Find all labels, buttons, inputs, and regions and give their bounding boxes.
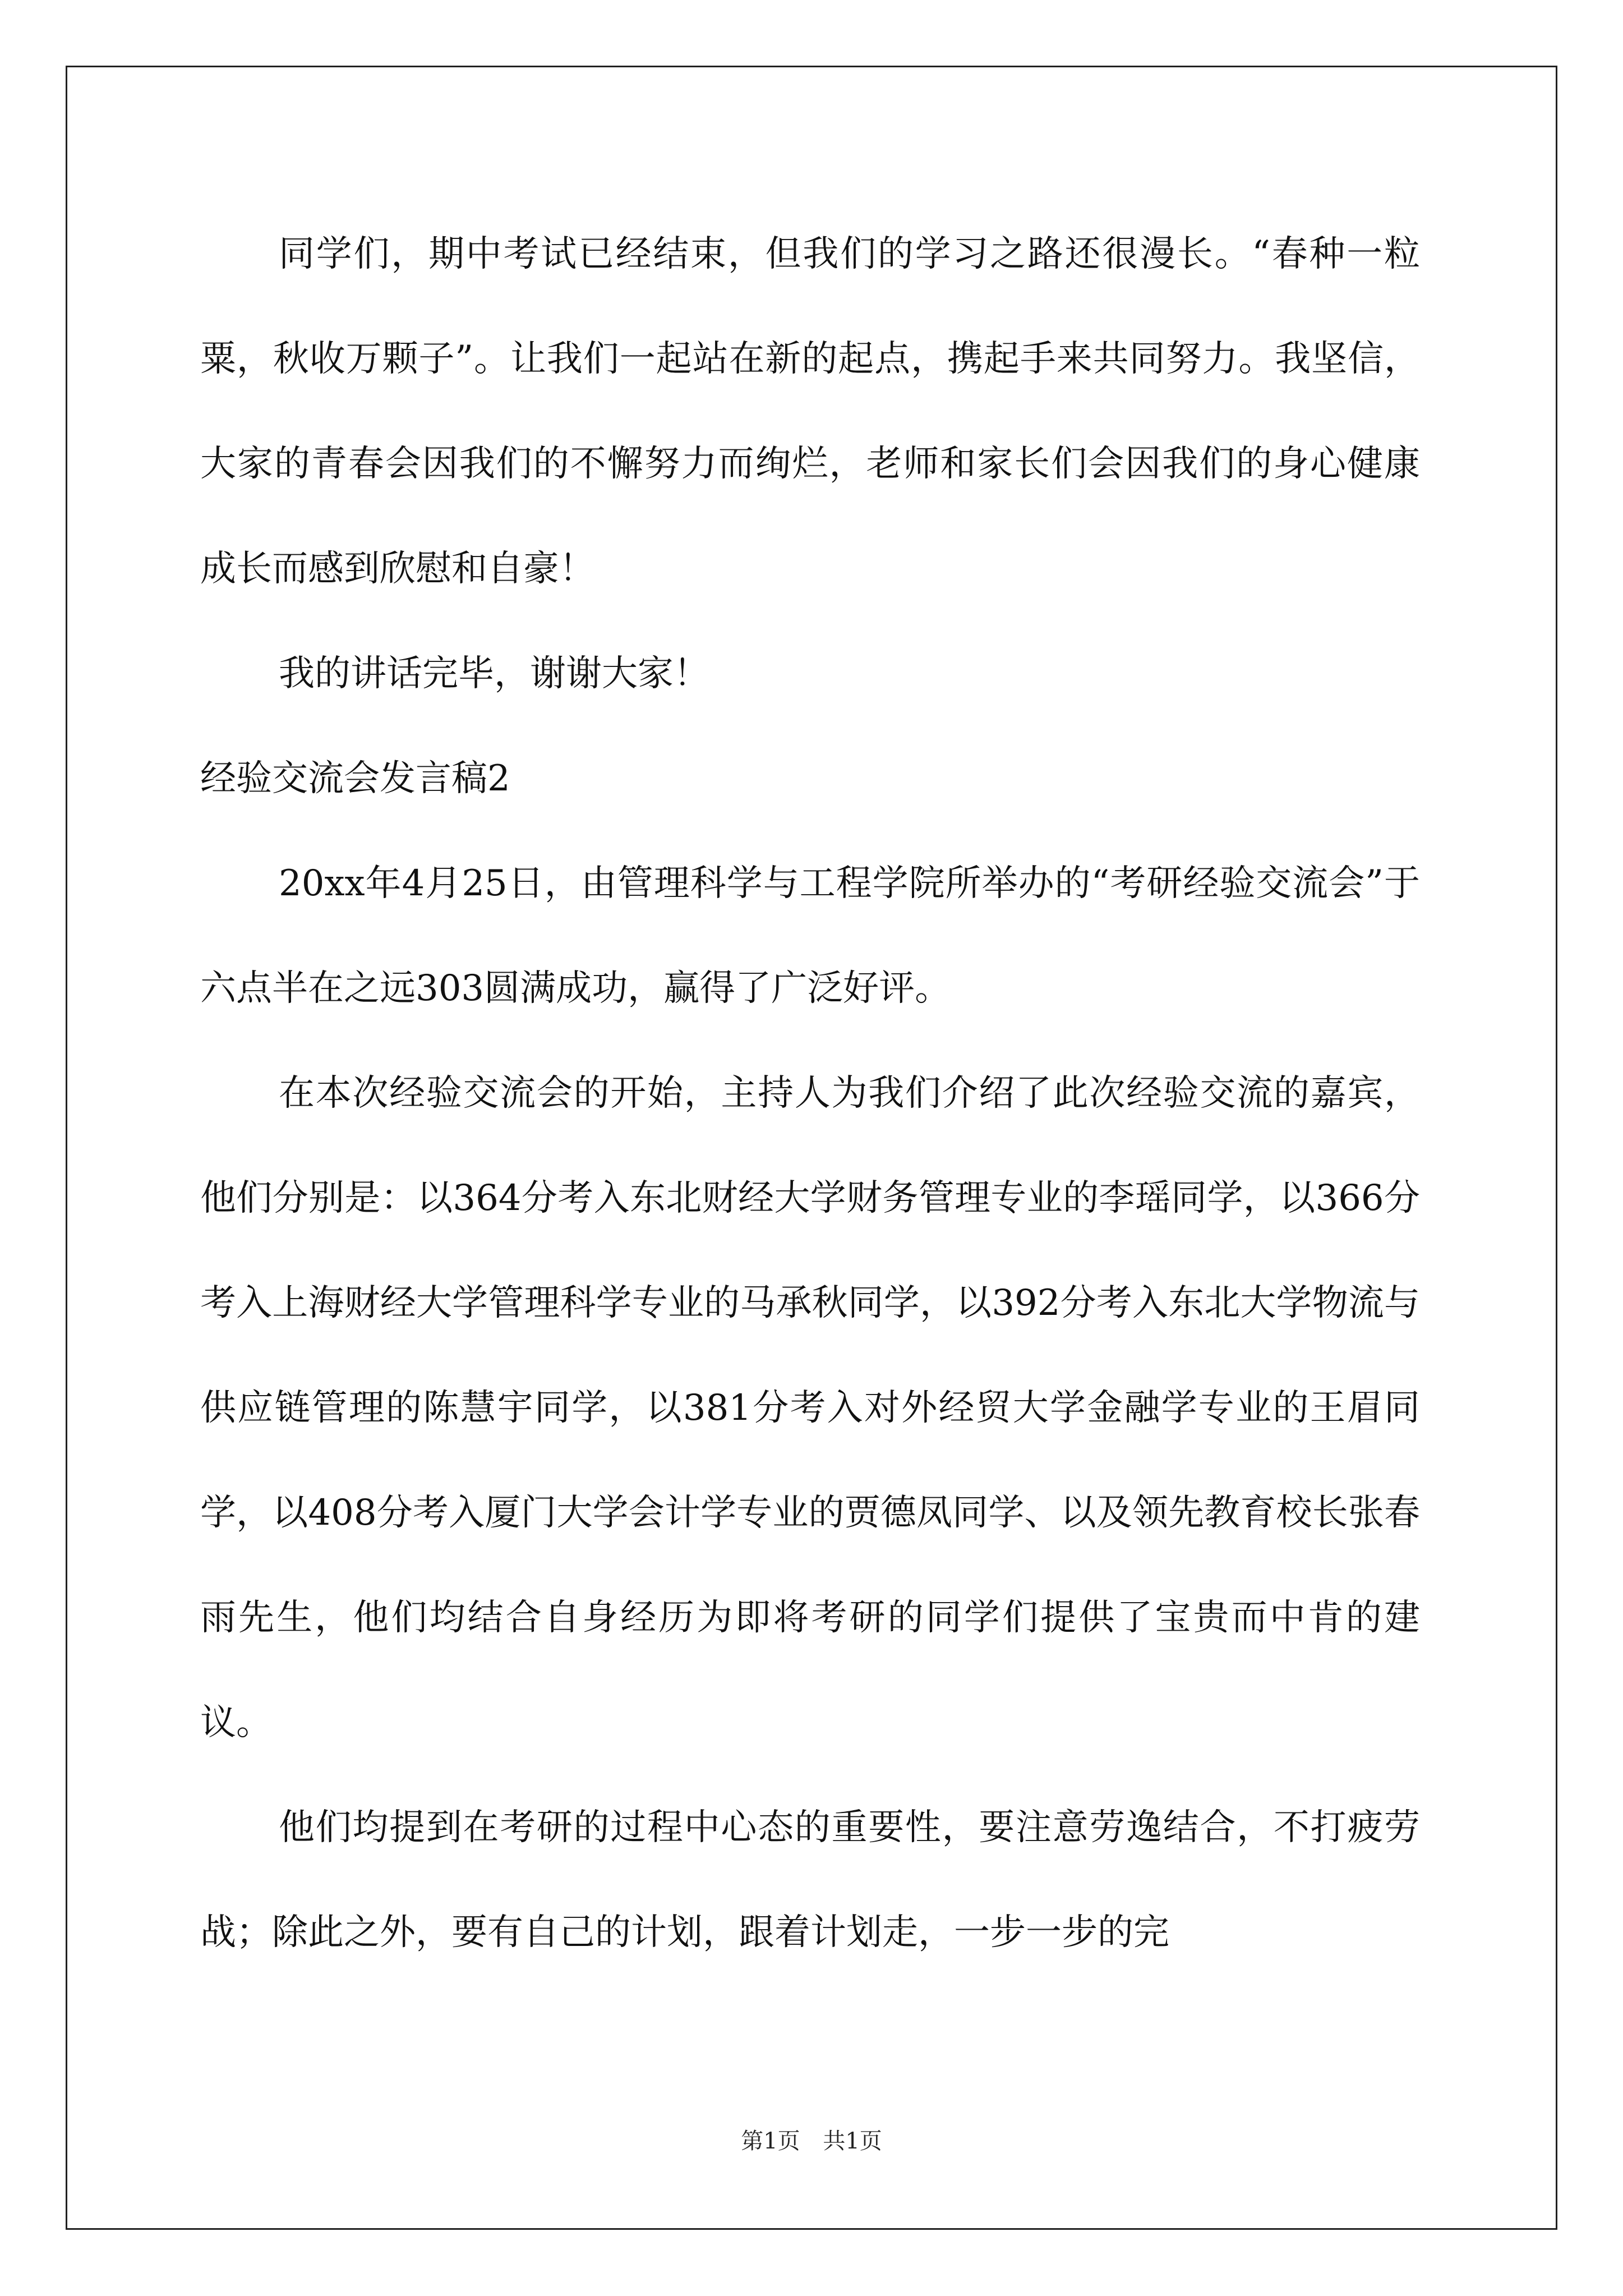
- paragraph-event-summary: 20xx年4月25日，由管理科学与工程学院所举办的“考研经验交流会”于六点半在之远303圆满成功，赢得了广泛好评。: [200, 863, 1420, 1009]
- paragraph-closing-remarks: 同学们，期中考试已经结束，但我们的学习之路还很漫长。“春种一粒粟，秋收万颗子”。让我们一起站在新的起点，携起手来共同努力。我坚信，大家的青春会因我们的不懈努力而绚烂，老师和家长们会因我们的身心健康成长而感到欣慰和自豪！: [200, 233, 1420, 590]
- section-heading: 经验交流会发言稿2: [200, 758, 510, 799]
- total-pages: 共1页: [823, 2128, 882, 2154]
- page-footer: [0, 2123, 1623, 2155]
- document-body: [200, 202, 1420, 1985]
- paragraph-thanks: 我的讲话完毕，谢谢大家！: [279, 653, 709, 694]
- paragraph-advice: 他们均提到在考研的过程中心态的重要性，要注意劳逸结合，不打疲劳战；除此之外，要有自己的计划，跟着计划走，一步一步的完: [200, 1807, 1420, 1953]
- paragraph-guests: 在本次经验交流会的开始，主持人为我们介绍了此次经验交流的嘉宾，他们分别是：以364分考入东北财经大学财务管理专业的李瑶同学，以366分考入上海财经大学管理科学专业的马承秋同学，以392分考入东北大学物流与供应链管理的陈慧宇同学，以381分考入对外经贸大学金融学专业的王眉同学，以408分考入厦门大学会计学专业的贾德凤同学、以及领先教育校长张春雨先生，他们均结合自身经历为即将考研的同学们提供了宝贵而中肯的建议。: [200, 1073, 1420, 1743]
- page-number: 第1页: [741, 2128, 800, 2154]
